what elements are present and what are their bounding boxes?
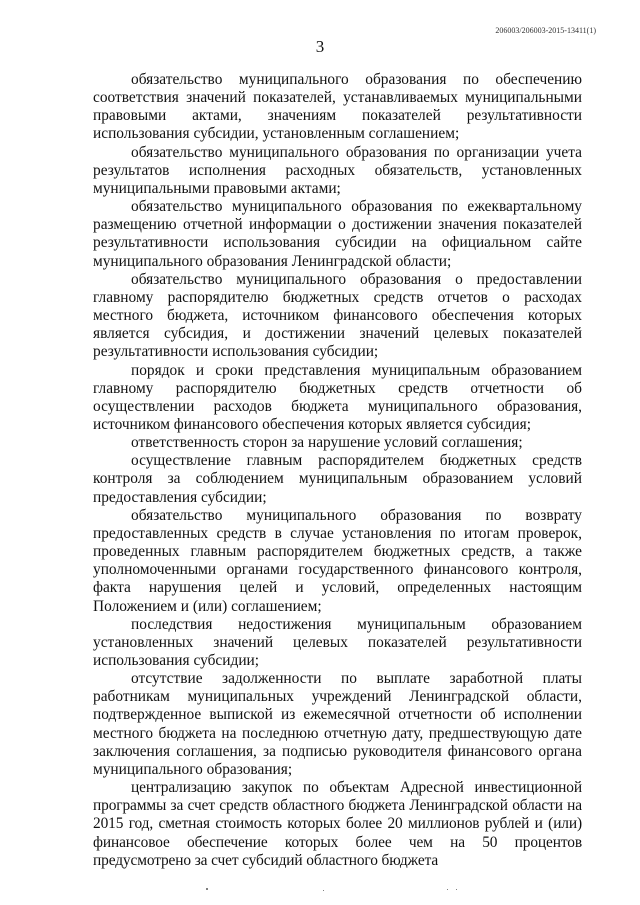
scan-speck: [323, 890, 324, 891]
document-id: 206003/206003-2015-13411(1): [495, 26, 596, 35]
page-number: 3: [315, 37, 325, 56]
paragraph-funds-return: обязательство муниципального образования по возврату предоставленных средств в случае установления по итогам проверок, проведенных главным распорядителем бюджетных средств, а также уполномоченными органами государственного финансового контроля, факта нарушения целей и условий, определенных настоящим Положением и (или) соглашением;: [93, 506, 582, 615]
paragraph-reporting-procedure: порядок и сроки представления муниципальным образованием главному распорядителю бюджетных средств отчетности об осуществлении расходов бюджета муниципального образования, источником финансового обеспечения которых является субсидия;: [93, 361, 582, 433]
paragraph-liability: ответственность сторон за нарушение условий соглашения;: [131, 434, 523, 452]
paragraph-accounting-results: обязательство муниципального образования по организации учета результатов исполнения расходных обязательств, установленных муниципальными правовыми актами;: [93, 143, 582, 197]
paragraph-procurement: централизацию закупок по объектам Адресной инвестиционной программы за счет средств областного бюджета Ленинградской области на 2015 год, сметная стоимость которых более 20 миллионов рублей и (или) финансовое обеспечение которых более чем на 50 процентов предусмотрено за счет субсидий областного бюджета: [93, 779, 582, 869]
paragraph-control: осуществление главным распорядителем бюджетных средств контроля за соблюдением муниципальным образованием условий предоставления субсидии;: [93, 452, 582, 506]
scan-speck: [447, 889, 448, 890]
scan-speck: [206, 888, 208, 890]
scan-speck: [456, 889, 457, 890]
document-body: [93, 71, 582, 870]
paragraph-consequences: последствия недостижения муниципальным образованием установленных значений целевых показателей результативности использования субсидии;: [93, 615, 582, 669]
paragraph-expense-reports: обязательство муниципального образования о предоставлении главному распорядителю бюджетных средств отчетов о расходах местного бюджета, источником финансового обеспечения которых является субсидия, и достижении значений целевых показателей результативности использования субсидии;: [93, 270, 582, 361]
paragraph-subsidy-indicators: обязательство муниципального образования по обеспечению соответствия значений показателей, устанавливаемых муниципальными правовыми актами, значениям показателей результативности использования субсидии, установленным соглашением;: [93, 71, 582, 143]
paragraph-wage-arrears: отсутствие задолженности по выплате заработной платы работникам муниципальных учреждений Ленинградской области, подтвержденное выпиской из ежемесячной отчетности об исполнении местного бюджета на последнюю отчетную дату, предшествующую дате заключения соглашения, за подписью руководителя финансового органа муниципального образования;: [93, 670, 582, 778]
paragraph-quarterly-reporting: обязательство муниципального образования по ежеквартальному размещению отчетной информации о достижении значения показателей результативности использования субсидии на официальном сайте муниципального образования Ленинградской области;: [93, 198, 582, 270]
